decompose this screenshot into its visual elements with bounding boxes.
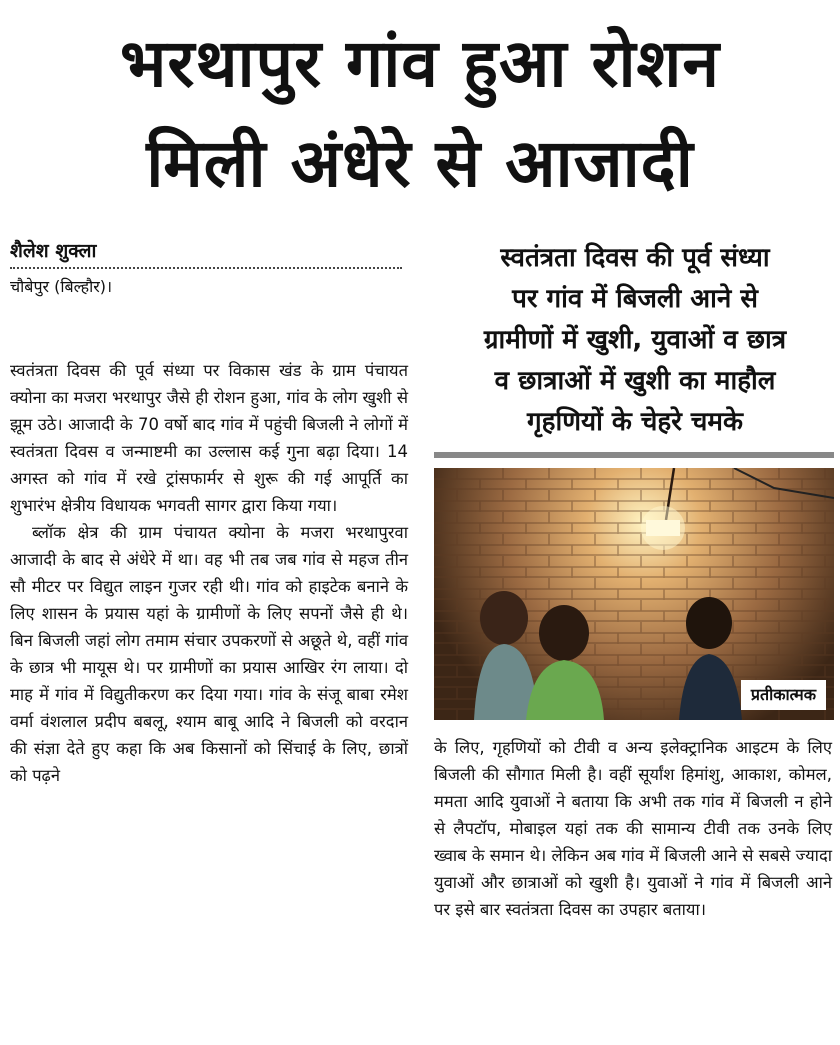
deck-line-1: स्वतंत्रता दिवस की पूर्व संध्या xyxy=(500,243,770,273)
dotted-divider xyxy=(10,267,402,269)
deck-line-3: ग्रामीणों में खुशी, युवाओं व छात्र xyxy=(483,325,787,355)
article-photo xyxy=(434,468,834,720)
author-name: शैलेश शुक्ला xyxy=(10,240,97,262)
article-column-left xyxy=(10,357,408,789)
deck-line-4: व छात्राओं में खुशी का माहौल xyxy=(494,366,776,396)
dateline-place: चौबेपुर (बिल्हौर)। xyxy=(10,277,113,296)
article-paragraph-3: के लिए, गृहणियों को टीवी व अन्य इलेक्ट्रानिक आइटम के लिए बिजली की सौगात मिली है। वहीं सूर्यांश हिमांशु, आकाश, कोमल, ममता आदि युवाओं ने बताया कि अभी तक गांव में बिजली न होने से लैपटॉप, मोबाइल यहां तक की सामान्य टीवी तक उनके लिए ख्वाब के समान थे। लेकिन अब गांव में बिजली आने से सबसे ज्यादा युवाओं और छात्राओं को खुशी है। युवाओं ने गांव में बिजली आने पर इसे बार स्वतंत्रता दिवस का उपहार बताया। xyxy=(434,738,832,919)
photo-caption: प्रतीकात्मक xyxy=(741,680,826,710)
deck-line-5: गृहणियों के चेहरे चमके xyxy=(527,407,743,437)
deck-divider xyxy=(434,452,834,458)
headline-line-1: भरथापुर गांव हुआ रोशन xyxy=(119,25,721,102)
article-paragraph-2: ब्लॉक क्षेत्र की ग्राम पंचायत क्योना के मजरा भरथापुरवा आजादी के बाद से अंधेरे में था। वह भी तब जब गांव से महज तीन सौ मीटर पर विद्युत लाइन गुजर रही थी। गांव को हाइटेक बनाने के लिए शासन के प्रयास यहां के ग्रामीणों के लिए सपनों जैसे ही थे। बिन बिजली जहां लोग तमाम संचार उपकरणों से अछूते थे, वहीं गांव के छात्र भी मायूस थे। पर ग्रामीणों का प्रयास आखिर रंग लाया। दो माह में गांव में विद्युतीकरण कर दिया गया। गांव के संजू बाबा रमेश वर्मा वंशलाल प्रदीप बबलू, श्याम बाबू आदि ने बिजली को वरदान की संज्ञा देते हुए कहा कि अब किसानों को सिंचाई के लिए, छात्रों को पढ़ने xyxy=(10,523,408,785)
headline-line-2: मिली अंधेरे से आजादी xyxy=(146,125,694,202)
article-paragraph-1: स्वतंत्रता दिवस की पूर्व संध्या पर विकास खंड के ग्राम पंचायत क्योना का मजरा भरथापुर जैसे ही रोशन हुआ, गांव के लोग खुशी से झूम उठे। आजादी के 70 वर्षो बाद गांव में पहुंची बिजली ने लोगों में स्वतंत्रता दिवस व जन्माष्टमी का उल्लास कई गुना बढ़ा दिया। 14 अगस्त को गांव में रखे ट्रांसफार्मर से शुरू की गई आपूर्ति का शुभारंभ क्षेत्रीय विधायक भगवती सागर द्वारा किया गया। xyxy=(10,361,408,515)
deck-subheadline xyxy=(436,238,834,443)
byline xyxy=(10,236,402,299)
deck-line-2: पर गांव में बिजली आने से xyxy=(512,284,758,314)
article-column-right xyxy=(434,734,832,923)
